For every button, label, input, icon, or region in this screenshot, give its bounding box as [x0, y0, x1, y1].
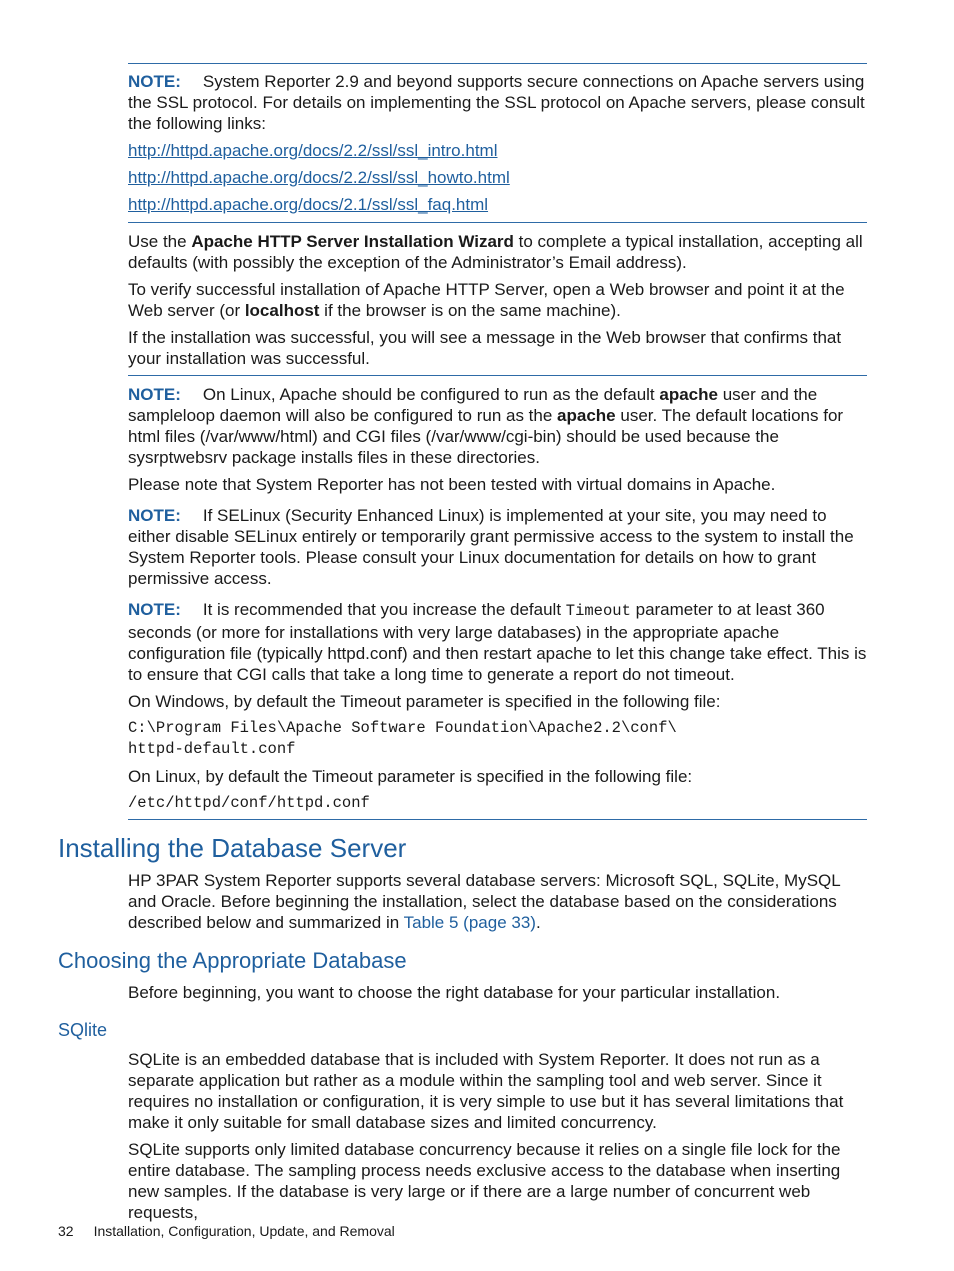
section-title: Installing the Database Server [58, 833, 407, 863]
windows-timeout-text: On Windows, by default the Timeout parameter is specified in the following file: [128, 692, 721, 711]
note-bottom-rule [128, 819, 867, 820]
sqlite-heading: SQlite [58, 1020, 108, 1040]
table-5-link[interactable]: Table 5 (page 33) [403, 913, 536, 932]
linux-timeout-text: On Linux, by default the Timeout parameter is specified in the following file: [128, 767, 693, 786]
chapter-title: Installation, Configuration, Update, and Removal [93, 1223, 395, 1239]
para-verify: To verify successful installation of Apache HTTP Server, open a Web browser and point it at the Web server (or localhost if the browser is on the same machine). [128, 280, 845, 320]
subsection-title: Choosing the Appropriate Database [58, 948, 407, 973]
link-ssl-intro[interactable]: http://httpd.apache.org/docs/2.2/ssl/ssl_intro.html [128, 141, 498, 160]
install-paragraphs [128, 231, 868, 369]
link-ssl-howto[interactable]: http://httpd.apache.org/docs/2.2/ssl/ssl_howto.html [128, 168, 510, 187]
link-ssl-faq[interactable]: http://httpd.apache.org/docs/2.1/ssl/ssl_faq.html [128, 195, 489, 214]
page-footer [58, 1222, 395, 1240]
para-wizard: Use the Apache HTTP Server Installation Wizard to complete a typical installation, accepting all defaults (with possibly the exception of the Administrator’s Email address). [128, 232, 863, 272]
note-virtual-domains: Please note that System Reporter has not been tested with virtual domains in Apache. [128, 475, 776, 494]
note-ssl-text: NOTE: System Reporter 2.9 and beyond supports secure connections on Apache servers using the SSL protocol. For details on implementing the SSL protocol on Apache servers, please consult the following links: [128, 72, 865, 133]
note-linux-apache: NOTE: On Linux, Apache should be configured to run as the default apache user and the sampleloop daemon will also be configured to run as the apache user. The default locations for html files (/var/www/html) and CGI files (/var/www/cgi-bin) should be used because the sysrptwebsrv package installs files in these directories. [128, 385, 844, 467]
note-ssl [128, 71, 868, 215]
sqlite-body [128, 1049, 868, 1223]
subsection-text: Before beginning, you want to choose the right database for your particular installation. [128, 983, 781, 1002]
para-success: If the installation was successful, you will see a message in the Web browser that confirms that your installation was successful. [128, 328, 842, 368]
linux-timeout-path: /etc/httpd/conf/httpd.conf [128, 794, 370, 812]
sqlite-para-1: SQLite is an embedded database that is included with System Reporter. It does not run as a separate application but rather as a module within the sampling tool and web server. Since it requires no installation or configuration, it is very simple to use but it has several limitations that make it only suitable for small database sizes and limited concurrency. [128, 1050, 844, 1132]
note-bottom-rule [128, 222, 867, 223]
note-label: NOTE: [128, 72, 181, 91]
note-selinux: NOTE: If SELinux (Security Enhanced Linux) is implemented at your site, you may need to either disable SELinux entirely or temporarily grant permissive access to the system to install the System Reporter tools. Please consult your Linux documentation for details on how to grant permissive access. [128, 506, 854, 588]
sqlite-para-2: SQLite supports only limited database concurrency because it relies on a single file lock for the entire database. The sampling process needs exclusive access to the database when inserting new samples. If the database is very large or if there are a large number of concurrent web requests, [128, 1140, 841, 1222]
note-top-rule [128, 375, 867, 376]
note-top-rule [128, 63, 867, 64]
notes-block [128, 384, 868, 814]
windows-timeout-path: C:\Program Files\Apache Software Foundation\Apache2.2\conf\ httpd-default.conf [128, 719, 677, 758]
note-timeout: NOTE: It is recommended that you increase the default Timeout parameter to at least 360 seconds (or more for installations with very large databases) in the appropriate apache configuration file (typically httpd.conf) and then restart apache to let this change take effect. This is to ensure that CGI calls that take a long time to generate a report do not timeout. [128, 600, 867, 684]
section-intro: HP 3PAR System Reporter supports several database servers: Microsoft SQL, SQLite, MySQL and Oracle. Before beginning the installation, select the database based on the considerations described below and summarized in Table 5 (page 33). [128, 871, 841, 932]
page-number: 32 [58, 1223, 74, 1239]
